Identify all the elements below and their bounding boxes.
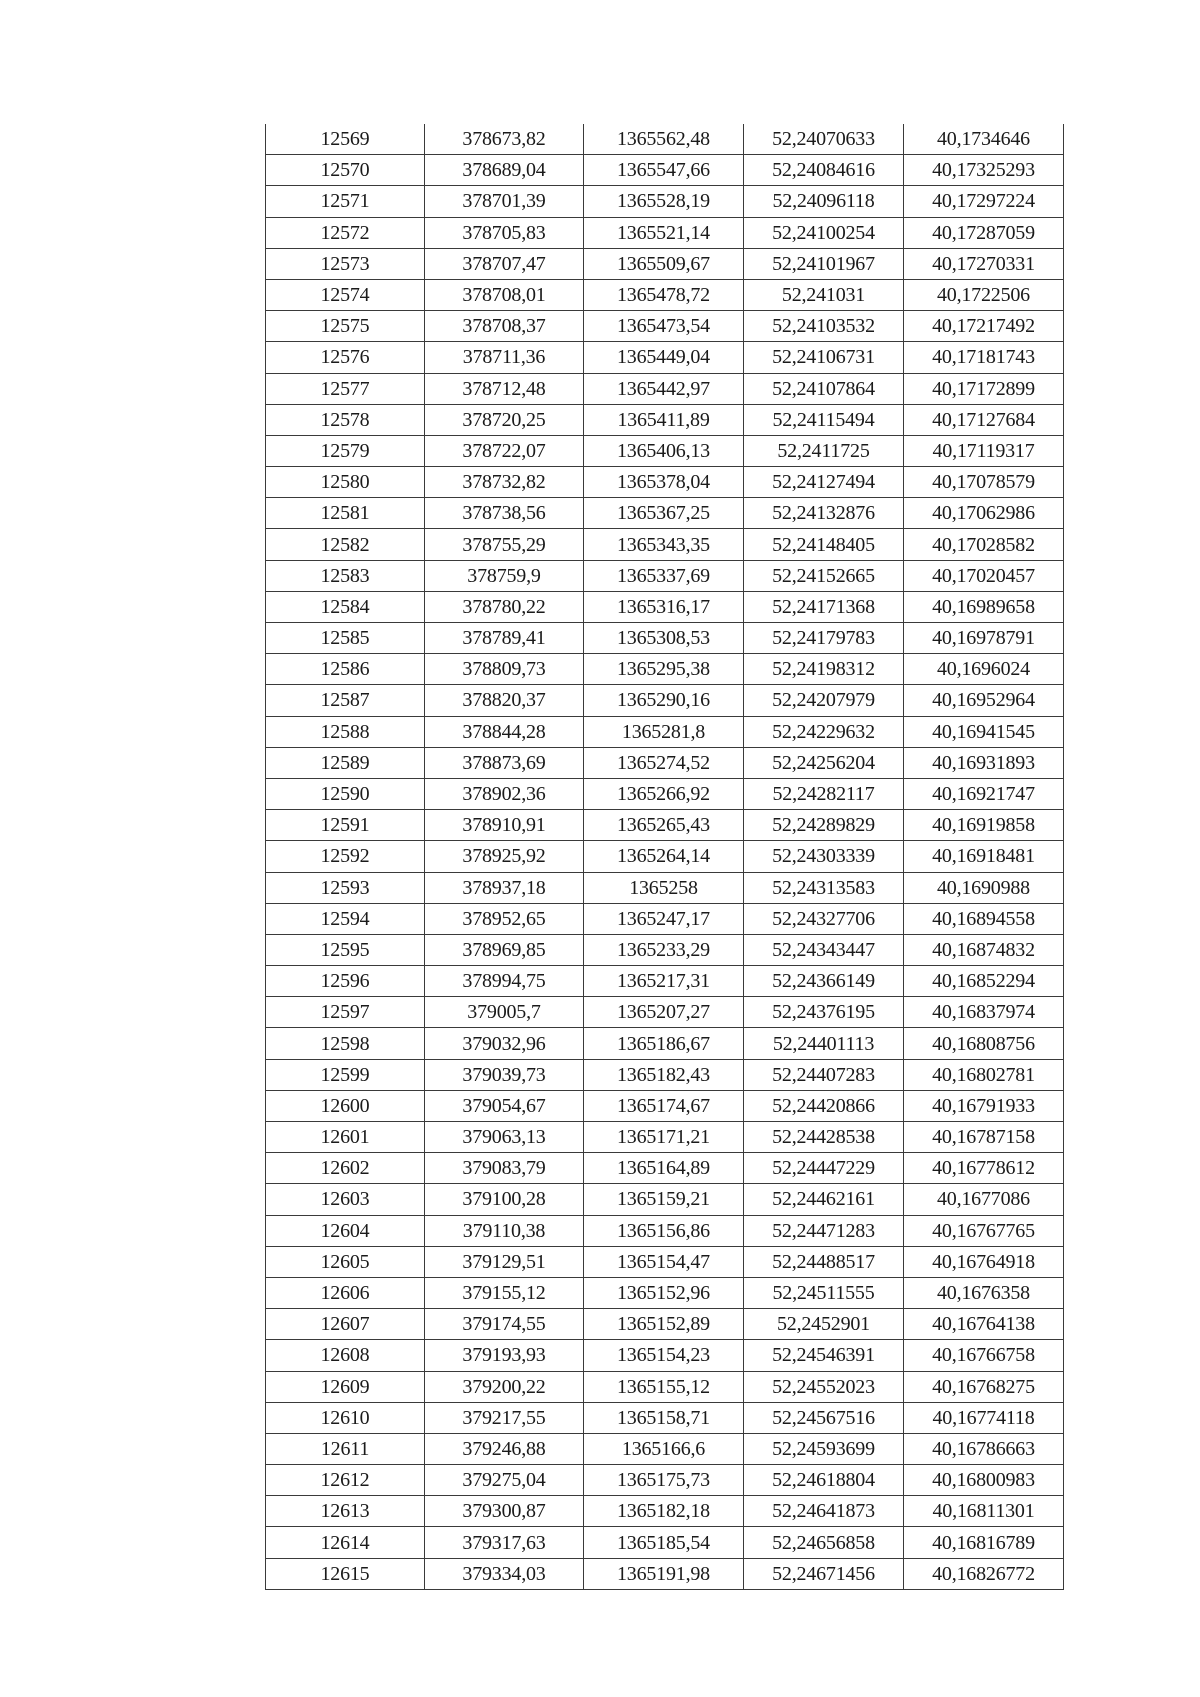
y-coordinate-cell: 1365343,35 <box>584 529 744 560</box>
point-number-cell: 12594 <box>266 903 425 934</box>
latitude-cell: 52,241031 <box>744 279 904 310</box>
table-row <box>266 311 1064 342</box>
table-row <box>266 654 1064 685</box>
y-coordinate-cell: 1365154,47 <box>584 1246 744 1277</box>
latitude-cell: 52,24127494 <box>744 467 904 498</box>
x-coordinate-cell: 379317,63 <box>425 1527 584 1558</box>
x-coordinate-cell: 378707,47 <box>425 248 584 279</box>
table-row <box>266 248 1064 279</box>
y-coordinate-cell: 1365411,89 <box>584 404 744 435</box>
point-number-cell: 12597 <box>266 997 425 1028</box>
table-row <box>266 373 1064 404</box>
x-coordinate-cell: 379200,22 <box>425 1371 584 1402</box>
latitude-cell: 52,24656858 <box>744 1527 904 1558</box>
point-number-cell: 12608 <box>266 1340 425 1371</box>
point-number-cell: 12569 <box>266 124 425 155</box>
x-coordinate-cell: 379129,51 <box>425 1246 584 1277</box>
latitude-cell: 52,2452901 <box>744 1309 904 1340</box>
longitude-cell: 40,16764918 <box>904 1246 1064 1277</box>
longitude-cell: 40,17078579 <box>904 467 1064 498</box>
y-coordinate-cell: 1365174,67 <box>584 1090 744 1121</box>
point-number-cell: 12586 <box>266 654 425 685</box>
latitude-cell: 52,24552023 <box>744 1371 904 1402</box>
point-number-cell: 12600 <box>266 1090 425 1121</box>
y-coordinate-cell: 1365281,8 <box>584 716 744 747</box>
x-coordinate-cell: 378689,04 <box>425 155 584 186</box>
y-coordinate-cell: 1365217,31 <box>584 966 744 997</box>
y-coordinate-cell: 1365509,67 <box>584 248 744 279</box>
y-coordinate-cell: 1365274,52 <box>584 747 744 778</box>
point-number-cell: 12575 <box>266 311 425 342</box>
x-coordinate-cell: 378759,9 <box>425 560 584 591</box>
longitude-cell: 40,1677086 <box>904 1184 1064 1215</box>
y-coordinate-cell: 1365191,98 <box>584 1558 744 1589</box>
y-coordinate-cell: 1365247,17 <box>584 903 744 934</box>
latitude-cell: 52,24567516 <box>744 1402 904 1433</box>
latitude-cell: 52,24229632 <box>744 716 904 747</box>
table-row <box>266 903 1064 934</box>
latitude-cell: 52,24327706 <box>744 903 904 934</box>
y-coordinate-cell: 1365449,04 <box>584 342 744 373</box>
table-row <box>266 685 1064 716</box>
coordinates-table <box>265 124 1064 1590</box>
table-row <box>266 1153 1064 1184</box>
longitude-cell: 40,16952964 <box>904 685 1064 716</box>
latitude-cell: 52,24132876 <box>744 498 904 529</box>
x-coordinate-cell: 378902,36 <box>425 778 584 809</box>
longitude-cell: 40,17325293 <box>904 155 1064 186</box>
x-coordinate-cell: 379032,96 <box>425 1028 584 1059</box>
longitude-cell: 40,16852294 <box>904 966 1064 997</box>
longitude-cell: 40,16786663 <box>904 1433 1064 1464</box>
longitude-cell: 40,1696024 <box>904 654 1064 685</box>
point-number-cell: 12576 <box>266 342 425 373</box>
x-coordinate-cell: 378873,69 <box>425 747 584 778</box>
table-row <box>266 872 1064 903</box>
table-row <box>266 186 1064 217</box>
y-coordinate-cell: 1365378,04 <box>584 467 744 498</box>
point-number-cell: 12585 <box>266 623 425 654</box>
x-coordinate-cell: 379193,93 <box>425 1340 584 1371</box>
longitude-cell: 40,16874832 <box>904 934 1064 965</box>
table-row <box>266 404 1064 435</box>
x-coordinate-cell: 379334,03 <box>425 1558 584 1589</box>
longitude-cell: 40,16989658 <box>904 591 1064 622</box>
y-coordinate-cell: 1365158,71 <box>584 1402 744 1433</box>
table-row <box>266 1246 1064 1277</box>
point-number-cell: 12572 <box>266 217 425 248</box>
y-coordinate-cell: 1365478,72 <box>584 279 744 310</box>
table-row <box>266 1558 1064 1589</box>
x-coordinate-cell: 378720,25 <box>425 404 584 435</box>
x-coordinate-cell: 379039,73 <box>425 1059 584 1090</box>
point-number-cell: 12580 <box>266 467 425 498</box>
table-row <box>266 124 1064 155</box>
x-coordinate-cell: 378780,22 <box>425 591 584 622</box>
y-coordinate-cell: 1365207,27 <box>584 997 744 1028</box>
y-coordinate-cell: 1365264,14 <box>584 841 744 872</box>
x-coordinate-cell: 378755,29 <box>425 529 584 560</box>
point-number-cell: 12591 <box>266 810 425 841</box>
latitude-cell: 52,24593699 <box>744 1433 904 1464</box>
x-coordinate-cell: 378722,07 <box>425 435 584 466</box>
point-number-cell: 12592 <box>266 841 425 872</box>
y-coordinate-cell: 1365155,12 <box>584 1371 744 1402</box>
longitude-cell: 40,16918481 <box>904 841 1064 872</box>
y-coordinate-cell: 1365164,89 <box>584 1153 744 1184</box>
longitude-cell: 40,17172899 <box>904 373 1064 404</box>
x-coordinate-cell: 378732,82 <box>425 467 584 498</box>
latitude-cell: 52,24282117 <box>744 778 904 809</box>
table-row <box>266 1340 1064 1371</box>
longitude-cell: 40,16787158 <box>904 1122 1064 1153</box>
table-row <box>266 966 1064 997</box>
y-coordinate-cell: 1365521,14 <box>584 217 744 248</box>
point-number-cell: 12588 <box>266 716 425 747</box>
table-row <box>266 560 1064 591</box>
latitude-cell: 52,24618804 <box>744 1465 904 1496</box>
y-coordinate-cell: 1365154,23 <box>584 1340 744 1371</box>
point-number-cell: 12610 <box>266 1402 425 1433</box>
point-number-cell: 12613 <box>266 1496 425 1527</box>
longitude-cell: 40,16767765 <box>904 1215 1064 1246</box>
x-coordinate-cell: 379246,88 <box>425 1433 584 1464</box>
table-row <box>266 435 1064 466</box>
latitude-cell: 52,24428538 <box>744 1122 904 1153</box>
point-number-cell: 12589 <box>266 747 425 778</box>
latitude-cell: 52,24106731 <box>744 342 904 373</box>
y-coordinate-cell: 1365182,43 <box>584 1059 744 1090</box>
x-coordinate-cell: 378701,39 <box>425 186 584 217</box>
y-coordinate-cell: 1365528,19 <box>584 186 744 217</box>
longitude-cell: 40,16808756 <box>904 1028 1064 1059</box>
x-coordinate-cell: 379100,28 <box>425 1184 584 1215</box>
x-coordinate-cell: 379054,67 <box>425 1090 584 1121</box>
table-row <box>266 623 1064 654</box>
latitude-cell: 52,24462161 <box>744 1184 904 1215</box>
table-row <box>266 467 1064 498</box>
latitude-cell: 52,24179783 <box>744 623 904 654</box>
latitude-cell: 52,24198312 <box>744 654 904 685</box>
longitude-cell: 40,16802781 <box>904 1059 1064 1090</box>
longitude-cell: 40,17020457 <box>904 560 1064 591</box>
point-number-cell: 12614 <box>266 1527 425 1558</box>
y-coordinate-cell: 1365562,48 <box>584 124 744 155</box>
longitude-cell: 40,16766758 <box>904 1340 1064 1371</box>
table-row <box>266 1277 1064 1308</box>
x-coordinate-cell: 378969,85 <box>425 934 584 965</box>
point-number-cell: 12581 <box>266 498 425 529</box>
latitude-cell: 52,2411725 <box>744 435 904 466</box>
latitude-cell: 52,24070633 <box>744 124 904 155</box>
x-coordinate-cell: 378789,41 <box>425 623 584 654</box>
latitude-cell: 52,24420866 <box>744 1090 904 1121</box>
latitude-cell: 52,24289829 <box>744 810 904 841</box>
x-coordinate-cell: 379275,04 <box>425 1465 584 1496</box>
point-number-cell: 12605 <box>266 1246 425 1277</box>
x-coordinate-cell: 379174,55 <box>425 1309 584 1340</box>
longitude-cell: 40,1676358 <box>904 1277 1064 1308</box>
table-row <box>266 1402 1064 1433</box>
point-number-cell: 12573 <box>266 248 425 279</box>
longitude-cell: 40,17270331 <box>904 248 1064 279</box>
x-coordinate-cell: 378708,01 <box>425 279 584 310</box>
table-row <box>266 1122 1064 1153</box>
point-number-cell: 12571 <box>266 186 425 217</box>
x-coordinate-cell: 379217,55 <box>425 1402 584 1433</box>
latitude-cell: 52,24303339 <box>744 841 904 872</box>
longitude-cell: 40,16894558 <box>904 903 1064 934</box>
point-number-cell: 12609 <box>266 1371 425 1402</box>
longitude-cell: 40,17119317 <box>904 435 1064 466</box>
y-coordinate-cell: 1365152,96 <box>584 1277 744 1308</box>
point-number-cell: 12612 <box>266 1465 425 1496</box>
x-coordinate-cell: 378809,73 <box>425 654 584 685</box>
point-number-cell: 12590 <box>266 778 425 809</box>
y-coordinate-cell: 1365258 <box>584 872 744 903</box>
latitude-cell: 52,24641873 <box>744 1496 904 1527</box>
latitude-cell: 52,24366149 <box>744 966 904 997</box>
longitude-cell: 40,17181743 <box>904 342 1064 373</box>
table-row <box>266 934 1064 965</box>
point-number-cell: 12582 <box>266 529 425 560</box>
point-number-cell: 12606 <box>266 1277 425 1308</box>
longitude-cell: 40,16764138 <box>904 1309 1064 1340</box>
table-row <box>266 810 1064 841</box>
x-coordinate-cell: 378937,18 <box>425 872 584 903</box>
x-coordinate-cell: 378708,37 <box>425 311 584 342</box>
point-number-cell: 12601 <box>266 1122 425 1153</box>
longitude-cell: 40,16800983 <box>904 1465 1064 1496</box>
latitude-cell: 52,24100254 <box>744 217 904 248</box>
x-coordinate-cell: 379110,38 <box>425 1215 584 1246</box>
latitude-cell: 52,24376195 <box>744 997 904 1028</box>
table-row <box>266 217 1064 248</box>
point-number-cell: 12599 <box>266 1059 425 1090</box>
table-row <box>266 1309 1064 1340</box>
y-coordinate-cell: 1365295,38 <box>584 654 744 685</box>
point-number-cell: 12593 <box>266 872 425 903</box>
latitude-cell: 52,24407283 <box>744 1059 904 1090</box>
y-coordinate-cell: 1365290,16 <box>584 685 744 716</box>
x-coordinate-cell: 379300,87 <box>425 1496 584 1527</box>
table-row <box>266 279 1064 310</box>
point-number-cell: 12615 <box>266 1558 425 1589</box>
y-coordinate-cell: 1365406,13 <box>584 435 744 466</box>
table-row <box>266 1465 1064 1496</box>
table-row <box>266 841 1064 872</box>
table-row <box>266 1184 1064 1215</box>
longitude-cell: 40,16921747 <box>904 778 1064 809</box>
x-coordinate-cell: 378910,91 <box>425 810 584 841</box>
x-coordinate-cell: 379083,79 <box>425 1153 584 1184</box>
x-coordinate-cell: 378925,92 <box>425 841 584 872</box>
x-coordinate-cell: 379155,12 <box>425 1277 584 1308</box>
latitude-cell: 52,24107864 <box>744 373 904 404</box>
coordinates-table-body <box>266 124 1064 1589</box>
point-number-cell: 12570 <box>266 155 425 186</box>
table-row <box>266 747 1064 778</box>
point-number-cell: 12583 <box>266 560 425 591</box>
table-row <box>266 1433 1064 1464</box>
point-number-cell: 12579 <box>266 435 425 466</box>
table-row <box>266 778 1064 809</box>
y-coordinate-cell: 1365171,21 <box>584 1122 744 1153</box>
point-number-cell: 12595 <box>266 934 425 965</box>
latitude-cell: 52,24488517 <box>744 1246 904 1277</box>
y-coordinate-cell: 1365473,54 <box>584 311 744 342</box>
latitude-cell: 52,24101967 <box>744 248 904 279</box>
y-coordinate-cell: 1365316,17 <box>584 591 744 622</box>
table-row <box>266 1527 1064 1558</box>
table-row <box>266 591 1064 622</box>
longitude-cell: 40,16778612 <box>904 1153 1064 1184</box>
x-coordinate-cell: 378844,28 <box>425 716 584 747</box>
point-number-cell: 12584 <box>266 591 425 622</box>
longitude-cell: 40,16791933 <box>904 1090 1064 1121</box>
x-coordinate-cell: 378952,65 <box>425 903 584 934</box>
y-coordinate-cell: 1365166,6 <box>584 1433 744 1464</box>
latitude-cell: 52,24343447 <box>744 934 904 965</box>
x-coordinate-cell: 378673,82 <box>425 124 584 155</box>
longitude-cell: 40,16931893 <box>904 747 1064 778</box>
point-number-cell: 12596 <box>266 966 425 997</box>
point-number-cell: 12587 <box>266 685 425 716</box>
latitude-cell: 52,24546391 <box>744 1340 904 1371</box>
x-coordinate-cell: 378994,75 <box>425 966 584 997</box>
point-number-cell: 12598 <box>266 1028 425 1059</box>
longitude-cell: 40,1690988 <box>904 872 1064 903</box>
table-row <box>266 1090 1064 1121</box>
point-number-cell: 12611 <box>266 1433 425 1464</box>
y-coordinate-cell: 1365337,69 <box>584 560 744 591</box>
y-coordinate-cell: 1365182,18 <box>584 1496 744 1527</box>
point-number-cell: 12603 <box>266 1184 425 1215</box>
longitude-cell: 40,1722506 <box>904 279 1064 310</box>
point-number-cell: 12574 <box>266 279 425 310</box>
longitude-cell: 40,16826772 <box>904 1558 1064 1589</box>
latitude-cell: 52,24096118 <box>744 186 904 217</box>
point-number-cell: 12604 <box>266 1215 425 1246</box>
latitude-cell: 52,24171368 <box>744 591 904 622</box>
longitude-cell: 40,16919858 <box>904 810 1064 841</box>
latitude-cell: 52,24148405 <box>744 529 904 560</box>
longitude-cell: 40,17287059 <box>904 217 1064 248</box>
latitude-cell: 52,24471283 <box>744 1215 904 1246</box>
y-coordinate-cell: 1365308,53 <box>584 623 744 654</box>
y-coordinate-cell: 1365185,54 <box>584 1527 744 1558</box>
x-coordinate-cell: 379005,7 <box>425 997 584 1028</box>
x-coordinate-cell: 378712,48 <box>425 373 584 404</box>
latitude-cell: 52,24401113 <box>744 1028 904 1059</box>
latitude-cell: 52,24152665 <box>744 560 904 591</box>
y-coordinate-cell: 1365442,97 <box>584 373 744 404</box>
longitude-cell: 40,16811301 <box>904 1496 1064 1527</box>
longitude-cell: 40,16978791 <box>904 623 1064 654</box>
table-row <box>266 342 1064 373</box>
longitude-cell: 40,16837974 <box>904 997 1064 1028</box>
table-row <box>266 716 1064 747</box>
y-coordinate-cell: 1365159,21 <box>584 1184 744 1215</box>
table-row <box>266 1059 1064 1090</box>
latitude-cell: 52,24115494 <box>744 404 904 435</box>
y-coordinate-cell: 1365175,73 <box>584 1465 744 1496</box>
y-coordinate-cell: 1365233,29 <box>584 934 744 965</box>
longitude-cell: 40,17217492 <box>904 311 1064 342</box>
latitude-cell: 52,24511555 <box>744 1277 904 1308</box>
point-number-cell: 12578 <box>266 404 425 435</box>
latitude-cell: 52,24207979 <box>744 685 904 716</box>
point-number-cell: 12602 <box>266 1153 425 1184</box>
y-coordinate-cell: 1365266,92 <box>584 778 744 809</box>
longitude-cell: 40,17297224 <box>904 186 1064 217</box>
point-number-cell: 12577 <box>266 373 425 404</box>
y-coordinate-cell: 1365152,89 <box>584 1309 744 1340</box>
longitude-cell: 40,1734646 <box>904 124 1064 155</box>
y-coordinate-cell: 1365156,86 <box>584 1215 744 1246</box>
x-coordinate-cell: 378738,56 <box>425 498 584 529</box>
table-row <box>266 1371 1064 1402</box>
longitude-cell: 40,16768275 <box>904 1371 1064 1402</box>
longitude-cell: 40,17127684 <box>904 404 1064 435</box>
y-coordinate-cell: 1365186,67 <box>584 1028 744 1059</box>
table-row <box>266 1028 1064 1059</box>
x-coordinate-cell: 378711,36 <box>425 342 584 373</box>
latitude-cell: 52,24103532 <box>744 311 904 342</box>
table-row <box>266 997 1064 1028</box>
y-coordinate-cell: 1365265,43 <box>584 810 744 841</box>
longitude-cell: 40,17062986 <box>904 498 1064 529</box>
table-row <box>266 529 1064 560</box>
latitude-cell: 52,24447229 <box>744 1153 904 1184</box>
latitude-cell: 52,24256204 <box>744 747 904 778</box>
x-coordinate-cell: 379063,13 <box>425 1122 584 1153</box>
x-coordinate-cell: 378820,37 <box>425 685 584 716</box>
longitude-cell: 40,16774118 <box>904 1402 1064 1433</box>
table-row <box>266 155 1064 186</box>
table-row <box>266 1496 1064 1527</box>
latitude-cell: 52,24671456 <box>744 1558 904 1589</box>
latitude-cell: 52,24084616 <box>744 155 904 186</box>
x-coordinate-cell: 378705,83 <box>425 217 584 248</box>
longitude-cell: 40,16941545 <box>904 716 1064 747</box>
y-coordinate-cell: 1365547,66 <box>584 155 744 186</box>
longitude-cell: 40,17028582 <box>904 529 1064 560</box>
table-row <box>266 1215 1064 1246</box>
table-row <box>266 498 1064 529</box>
longitude-cell: 40,16816789 <box>904 1527 1064 1558</box>
point-number-cell: 12607 <box>266 1309 425 1340</box>
y-coordinate-cell: 1365367,25 <box>584 498 744 529</box>
latitude-cell: 52,24313583 <box>744 872 904 903</box>
